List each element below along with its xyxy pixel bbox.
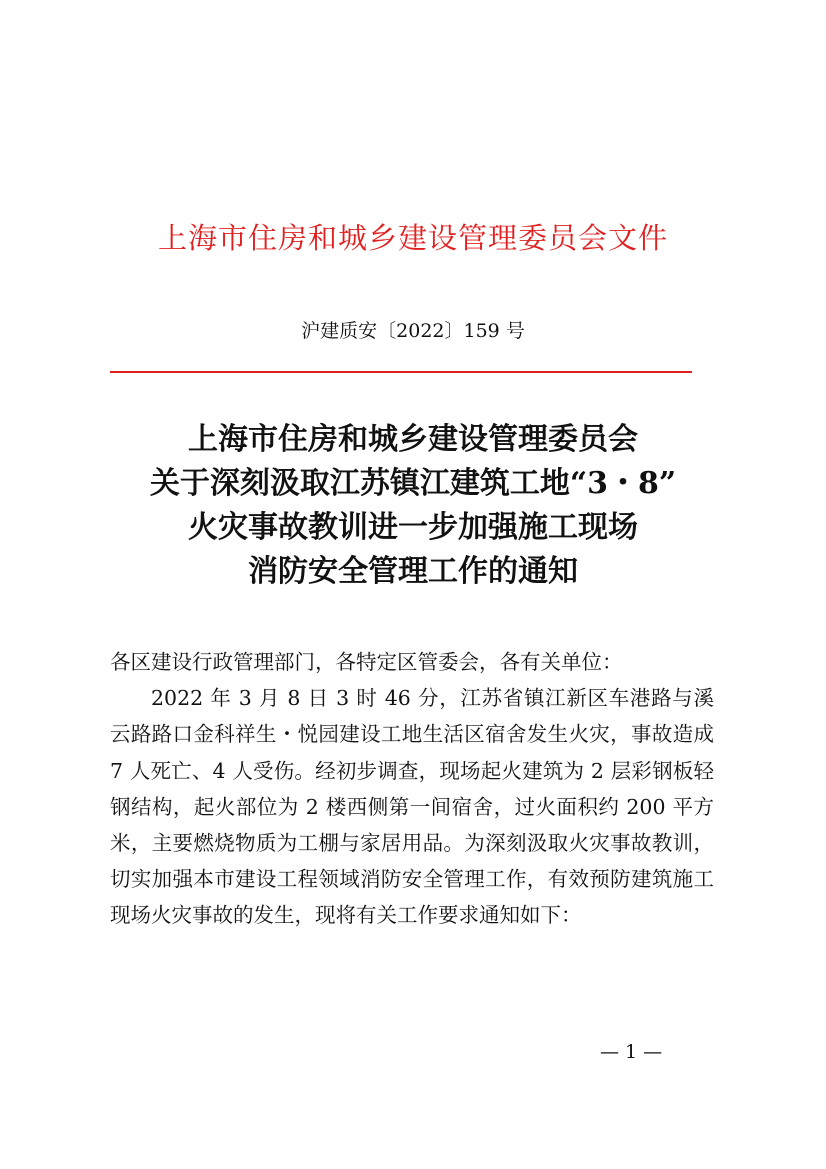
page-number: — 1 — xyxy=(600,1041,663,1063)
title-line: 火灾事故教训进一步加强施工现场 xyxy=(188,510,638,545)
title-line: 消防安全管理工作的通知 xyxy=(248,554,578,589)
red-divider-line xyxy=(110,371,692,373)
body-paragraph: 2022 年 3 月 8 日 3 时 46 分，江苏省镇江新区车港路与溪云路路口金科祥生・悦园建设工地生活区宿舍发生火灾，事故造成 7 人死亡、4 人受伤。经初步调查，现场起火建筑为 2 层彩钢板轻钢结构，起火部位为 2 楼西侧第一间宿舍，过火面积约 200 平方米，主要燃烧物质为工棚与家居用品。为深刻汲取火灾事故教训，切实加强本市建设工程领域消防安全管理工作，有效预防建筑施工现场火灾事故的发生，现将有关工作要求通知如下： xyxy=(110,686,714,928)
issuer-heading: 上海市住房和城乡建设管理委员会文件 xyxy=(157,221,668,255)
title-line: 上海市住房和城乡建设管理委员会 xyxy=(188,422,638,457)
salutation: 各区建设行政管理部门，各特定区管委会，各有关单位： xyxy=(110,650,623,674)
document-number: 沪建质安〔2022〕159 号 xyxy=(301,320,525,342)
document-title xyxy=(0,418,826,594)
title-line: 关于深刻汲取江苏镇江建筑工地“3・8” xyxy=(149,466,677,501)
document-body xyxy=(110,644,714,934)
